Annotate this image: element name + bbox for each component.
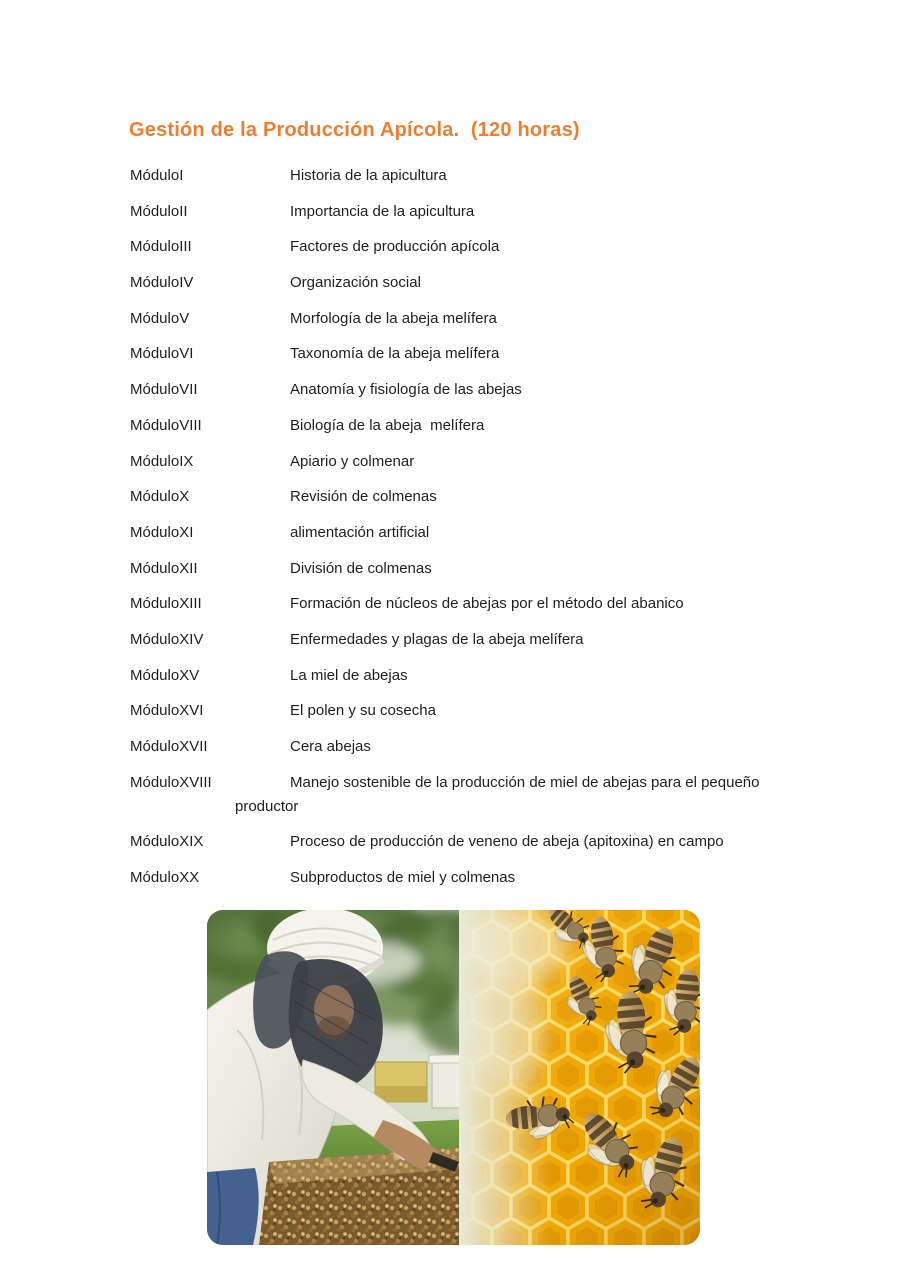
module-title: Taxonomía de la abeja melífera — [290, 345, 500, 363]
module-row — [130, 414, 830, 438]
module-row — [130, 450, 830, 474]
module-label: MóduloXV — [130, 666, 200, 684]
module-title: Biología de la abeja melífera — [290, 416, 485, 434]
module-list — [130, 164, 830, 902]
module-row — [130, 557, 830, 581]
module-title: Organización social — [290, 274, 421, 292]
module-label: MóduloVII — [130, 381, 198, 399]
module-row — [130, 307, 830, 331]
module-row — [130, 164, 830, 188]
module-row — [130, 735, 830, 759]
module-label: MóduloV — [130, 309, 190, 327]
module-label: MóduloVIII — [130, 416, 202, 434]
module-title: Subproductos de miel y colmenas — [290, 869, 516, 887]
module-title: División de colmenas — [290, 559, 432, 577]
beekeeping-photo-graphic — [207, 910, 700, 1245]
module-title: Factores de producción apícola — [290, 238, 500, 256]
module-label: MóduloI — [130, 167, 184, 184]
beekeeping-photo — [207, 910, 700, 1245]
module-label: MóduloXII — [130, 559, 198, 577]
module-label: MóduloXIII — [130, 595, 202, 613]
module-label: MóduloIV — [130, 274, 194, 292]
module-title: El polen y su cosecha — [290, 702, 436, 720]
module-title: Apiario y colmenar — [290, 452, 415, 470]
module-title: Revisión de colmenas — [290, 488, 437, 506]
module-label: MóduloXX — [130, 869, 200, 887]
module-row — [130, 271, 830, 295]
module-title: Formación de núcleos de abejas por el método del abanico — [290, 595, 684, 613]
module-title: La miel de abejas — [290, 666, 408, 684]
module-row — [130, 235, 830, 259]
module-title: Historia de la apicultura — [290, 167, 447, 184]
module-row — [130, 521, 830, 545]
module-row — [130, 378, 830, 402]
course-title: Gestión de la Producción Apícola. (120 horas) — [129, 119, 580, 142]
module-label: MóduloXVI — [130, 702, 204, 720]
module-label: MóduloXIV — [130, 630, 204, 648]
module-label: MóduloIII — [130, 238, 192, 256]
module-title-continuation: productor — [235, 797, 299, 815]
module-row — [130, 200, 830, 224]
module-title: Importancia de la apicultura — [290, 202, 475, 220]
module-label: MóduloVI — [130, 345, 194, 363]
module-row — [130, 342, 830, 366]
module-row — [130, 771, 830, 819]
module-row — [130, 664, 830, 688]
module-label: MóduloII — [130, 202, 188, 220]
module-title: Enfermedades y plagas de la abeja melífera — [290, 630, 584, 648]
module-title: alimentación artificial — [290, 523, 430, 541]
module-row — [130, 485, 830, 509]
module-row — [130, 866, 830, 890]
module-row — [130, 830, 830, 854]
module-title: Proceso de producción de veneno de abeja (apitoxina) en campo — [290, 833, 724, 851]
module-label: MóduloIX — [130, 452, 194, 470]
module-label: MóduloXIX — [130, 833, 204, 851]
module-title: Manejo sostenible de la producción de miel de abejas para el pequeño — [290, 773, 760, 791]
module-title: Anatomía y fisiología de las abejas — [290, 381, 522, 399]
module-row — [130, 628, 830, 652]
module-label: MóduloXI — [130, 523, 194, 541]
module-title: Cera abejas — [290, 738, 371, 755]
module-title: Morfología de la abeja melífera — [290, 309, 497, 327]
module-label: MóduloXVII — [130, 738, 208, 755]
module-row — [130, 699, 830, 723]
module-row — [130, 592, 830, 616]
module-label: MóduloX — [130, 488, 190, 506]
module-label: MóduloXVIII — [130, 773, 212, 791]
